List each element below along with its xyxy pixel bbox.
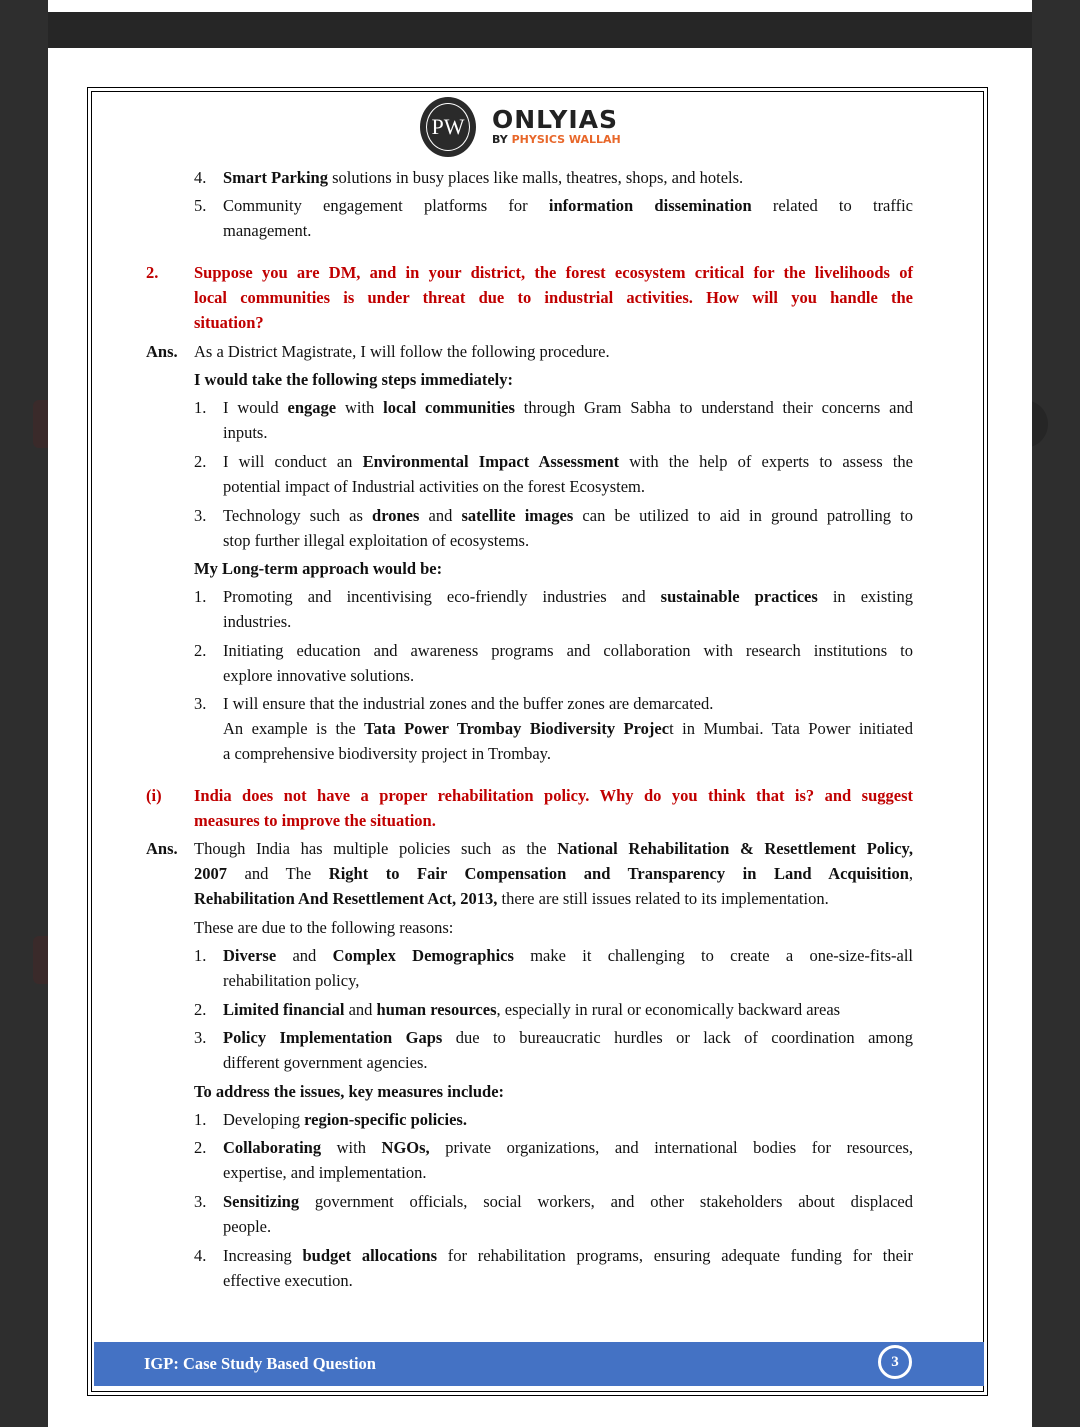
list-number: 2.: [194, 641, 207, 660]
list-item-cont: explore innovative solutions.: [223, 666, 415, 685]
section-heading: My Long-term approach would be:: [194, 559, 443, 578]
list-item: I will ensure that the industrial zones and the buffer zones are demarcated.: [223, 694, 714, 713]
answer-text: These are due to the following reasons:: [194, 918, 454, 937]
list-number: 3.: [194, 1192, 207, 1211]
list-item-cont: effective execution.: [223, 1271, 353, 1290]
list-number: 1.: [194, 587, 207, 606]
list-item-cont: different government agencies.: [223, 1053, 428, 1072]
list-item-cont: industries.: [223, 612, 292, 631]
question-text: measures to improve the situation.: [194, 811, 436, 830]
list-item: Increasing budget allocations for rehabilitation programs, ensuring adequate funding for their: [223, 1246, 913, 1265]
list-number: 3.: [194, 694, 207, 713]
list-item: Sensitizing government officials, social workers, and other stakeholders about displaced: [223, 1192, 913, 1211]
side-handle[interactable]: [33, 936, 49, 984]
list-number: 3.: [194, 506, 207, 525]
list-number: 4.: [194, 1246, 207, 1265]
list-item: Diverse and Complex Demographics make it challenging to create a one-size-fits-all: [223, 946, 914, 965]
question-text: Suppose you are DM, and in your district, the forest ecosystem critical for the livelihoods of: [194, 263, 913, 282]
list-item-cont: management.: [223, 221, 312, 240]
pw-logo-icon: PW: [420, 97, 476, 157]
question-text: India does not have a proper rehabilitation policy. Why do you think that is? and suggest: [194, 786, 913, 805]
question-text: local communities is under threat due to industrial activities. How will you handle the: [194, 288, 913, 307]
list-item: I would engage with local communities through Gram Sabha to understand their concerns and: [223, 398, 914, 417]
question-number: (i): [146, 786, 162, 805]
list-item: Collaborating with NGOs, private organizations, and international bodies for resources,: [223, 1138, 913, 1157]
list-number: 4.: [194, 168, 207, 187]
list-item-cont: expertise, and implementation.: [223, 1163, 427, 1182]
answer-intro: As a District Magistrate, I will follow the following procedure.: [194, 342, 610, 361]
list-item-cont: a comprehensive biodiversity project in Trombay.: [223, 744, 551, 763]
brand-name: ONLYIAS: [492, 105, 618, 134]
page-gap: [48, 12, 1032, 48]
answer-text: 2007 and The Right to Fair Compensation and Transparency in Land Acquisition,: [194, 864, 914, 883]
footer-bar: [94, 1342, 984, 1386]
list-item: Initiating education and awareness programs and collaboration with research institutions to: [223, 641, 913, 660]
list-item: Developing region-specific policies.: [223, 1110, 467, 1129]
list-item: I will conduct an Environmental Impact Assessment with the help of experts to assess the: [223, 452, 913, 471]
footer-title: IGP: Case Study Based Question: [144, 1354, 376, 1373]
list-item-cont: people.: [223, 1217, 272, 1236]
previous-page-edge: [48, 0, 1032, 12]
list-number: 2.: [194, 452, 207, 471]
answer-text: Rehabilitation And Resettlement Act, 2013, there are still issues related to its implementation.: [194, 889, 829, 908]
list-item: Limited financial and human resources, especially in rural or economically backward areas: [223, 1000, 841, 1019]
answer-text: Though India has multiple policies such as the National Rehabilitation & Resettlement Policy,: [194, 839, 913, 858]
document-page: [48, 48, 1032, 1427]
answer-label: Ans.: [146, 342, 178, 361]
list-number: 2.: [194, 1138, 207, 1157]
answer-label: Ans.: [146, 839, 178, 858]
list-item: Community engagement platforms for information dissemination related to traffic: [223, 196, 913, 215]
list-number: 2.: [194, 1000, 207, 1019]
question-text: situation?: [194, 313, 264, 332]
list-item: Technology such as drones and satellite images can be utilized to aid in ground patrolling to: [223, 506, 914, 525]
list-item-cont: inputs.: [223, 423, 268, 442]
list-number: 1.: [194, 1110, 207, 1129]
list-item-cont: potential impact of Industrial activities on the forest Ecosystem.: [223, 477, 646, 496]
list-number: 5.: [194, 196, 207, 215]
list-item: Smart Parking solutions in busy places like malls, theatres, shops, and hotels.: [223, 168, 744, 187]
section-heading: To address the issues, key measures include:: [194, 1082, 505, 1101]
list-item-cont: An example is the Tata Power Trombay Biodiversity Project in Mumbai. Tata Power initiated: [223, 719, 913, 738]
list-number: 1.: [194, 398, 207, 417]
onlyias-logo: [420, 99, 621, 155]
question-number: 2.: [146, 263, 159, 282]
list-item-cont: stop further illegal exploitation of ecosystems.: [223, 531, 530, 550]
section-heading: I would take the following steps immediately:: [194, 370, 513, 389]
list-number: 3.: [194, 1028, 207, 1047]
side-handle[interactable]: [33, 400, 49, 448]
list-item: Policy Implementation Gaps due to bureaucratic hurdles or lack of coordination among: [223, 1028, 913, 1047]
list-item-cont: rehabilitation policy,: [223, 971, 360, 990]
list-number: 1.: [194, 946, 207, 965]
page-number-badge: 3: [878, 1345, 912, 1379]
list-item: Promoting and incentivising eco-friendly industries and sustainable practices in existing: [223, 587, 913, 606]
brand-subtitle: BY PHYSICS WALLAH: [492, 133, 621, 146]
